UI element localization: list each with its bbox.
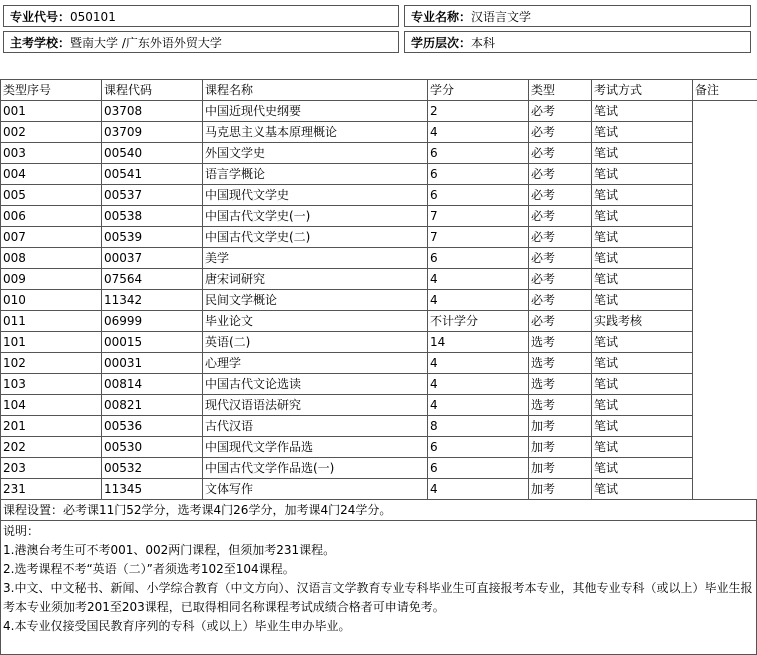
school-label: 主考学校： bbox=[10, 36, 70, 50]
course-type: 必考 bbox=[529, 248, 592, 269]
course-type-no: 006 bbox=[1, 206, 102, 227]
exam-method: 笔试 bbox=[592, 248, 693, 269]
course-type: 选考 bbox=[529, 332, 592, 353]
course-type: 选考 bbox=[529, 395, 592, 416]
course-name: 语言学概论 bbox=[203, 164, 428, 185]
course-code: 07564 bbox=[102, 269, 203, 290]
course-code: 00539 bbox=[102, 227, 203, 248]
course-code: 00821 bbox=[102, 395, 203, 416]
major-name-box bbox=[404, 5, 751, 27]
course-name: 民间文学概论 bbox=[203, 290, 428, 311]
table-row bbox=[1, 479, 757, 500]
exam-method: 实践考核 bbox=[592, 311, 693, 332]
note-line-1: 1.港澳台考生可不考001、002两门课程，但须加考231课程。 bbox=[3, 541, 754, 560]
notes-section bbox=[0, 500, 757, 655]
course-type: 必考 bbox=[529, 164, 592, 185]
course-type-no: 002 bbox=[1, 122, 102, 143]
course-type: 必考 bbox=[529, 101, 592, 122]
exam-method: 笔试 bbox=[592, 395, 693, 416]
course-type-no: 102 bbox=[1, 353, 102, 374]
course-type: 必考 bbox=[529, 143, 592, 164]
course-credit: 4 bbox=[428, 479, 529, 500]
course-type: 加考 bbox=[529, 458, 592, 479]
table-row bbox=[1, 290, 757, 311]
school-value: 暨南大学 /广东外语外贸大学 bbox=[70, 36, 222, 50]
major-code-value: 050101 bbox=[70, 10, 116, 24]
table-row bbox=[1, 227, 757, 248]
course-code: 00538 bbox=[102, 206, 203, 227]
course-name: 文体写作 bbox=[203, 479, 428, 500]
course-credit: 4 bbox=[428, 122, 529, 143]
course-name: 中国古代文学史(二) bbox=[203, 227, 428, 248]
exam-method: 笔试 bbox=[592, 164, 693, 185]
course-name: 古代汉语 bbox=[203, 416, 428, 437]
course-type: 选考 bbox=[529, 374, 592, 395]
course-name: 毕业论文 bbox=[203, 311, 428, 332]
column-header: 课程名称 bbox=[203, 80, 428, 101]
exam-method: 笔试 bbox=[592, 374, 693, 395]
course-credit: 6 bbox=[428, 185, 529, 206]
course-code: 00537 bbox=[102, 185, 203, 206]
course-type-no: 001 bbox=[1, 101, 102, 122]
course-type-no: 104 bbox=[1, 395, 102, 416]
explanation-block bbox=[0, 521, 757, 655]
course-code: 11342 bbox=[102, 290, 203, 311]
major-code-box bbox=[3, 5, 399, 27]
course-name: 中国近现代史纲要 bbox=[203, 101, 428, 122]
exam-method: 笔试 bbox=[592, 458, 693, 479]
course-code: 00015 bbox=[102, 332, 203, 353]
course-code: 00532 bbox=[102, 458, 203, 479]
course-type-no: 203 bbox=[1, 458, 102, 479]
course-name: 唐宋词研究 bbox=[203, 269, 428, 290]
course-type-no: 103 bbox=[1, 374, 102, 395]
course-name: 马克思主义基本原理概论 bbox=[203, 122, 428, 143]
major-name-label: 专业名称： bbox=[411, 10, 471, 24]
course-credit: 6 bbox=[428, 143, 529, 164]
course-code: 00541 bbox=[102, 164, 203, 185]
course-type-no: 201 bbox=[1, 416, 102, 437]
course-credit: 14 bbox=[428, 332, 529, 353]
course-code: 11345 bbox=[102, 479, 203, 500]
course-type-no: 101 bbox=[1, 332, 102, 353]
table-row bbox=[1, 395, 757, 416]
course-credit: 4 bbox=[428, 395, 529, 416]
course-type-no: 008 bbox=[1, 248, 102, 269]
course-code: 00031 bbox=[102, 353, 203, 374]
course-credit: 7 bbox=[428, 206, 529, 227]
note-line-4: 4.本专业仅接受国民教育序列的专科（或以上）毕业生申办毕业。 bbox=[3, 617, 754, 636]
exam-method: 笔试 bbox=[592, 122, 693, 143]
course-credit: 6 bbox=[428, 248, 529, 269]
exam-method: 笔试 bbox=[592, 437, 693, 458]
course-credit: 7 bbox=[428, 227, 529, 248]
major-name-value: 汉语言文学 bbox=[471, 10, 531, 24]
note-line-3: 3.中文、中文秘书、新闻、小学综合教育（中文方向）、汉语言文学教育专业专科毕业生可直接报考本专业，其他专业专科（或以上）毕业生报考本专业须加考201至203课程，已取得相同名称课程考试成绩合格者可申请免考。 bbox=[3, 579, 754, 617]
course-name: 英语(二) bbox=[203, 332, 428, 353]
course-name: 中国古代文学作品选(一) bbox=[203, 458, 428, 479]
course-code: 00540 bbox=[102, 143, 203, 164]
table-row bbox=[1, 164, 757, 185]
explanation-title: 说明： bbox=[3, 522, 754, 541]
course-type-no: 010 bbox=[1, 290, 102, 311]
course-type-no: 009 bbox=[1, 269, 102, 290]
course-name: 中国古代文学史(一) bbox=[203, 206, 428, 227]
course-type: 必考 bbox=[529, 206, 592, 227]
course-credit: 8 bbox=[428, 416, 529, 437]
course-type-no: 004 bbox=[1, 164, 102, 185]
exam-method: 笔试 bbox=[592, 290, 693, 311]
column-header: 类型 bbox=[529, 80, 592, 101]
major-code-label: 专业代号： bbox=[10, 10, 70, 24]
exam-method: 笔试 bbox=[592, 185, 693, 206]
course-code: 00037 bbox=[102, 248, 203, 269]
course-type-no: 003 bbox=[1, 143, 102, 164]
course-type-no: 007 bbox=[1, 227, 102, 248]
course-type: 加考 bbox=[529, 416, 592, 437]
course-type: 必考 bbox=[529, 290, 592, 311]
course-table bbox=[0, 79, 757, 500]
table-header-row bbox=[1, 80, 757, 101]
course-code: 03709 bbox=[102, 122, 203, 143]
course-credit: 不计学分 bbox=[428, 311, 529, 332]
course-type: 加考 bbox=[529, 437, 592, 458]
table-row bbox=[1, 269, 757, 290]
column-header: 考试方式 bbox=[592, 80, 693, 101]
table-row bbox=[1, 101, 757, 122]
course-name: 现代汉语语法研究 bbox=[203, 395, 428, 416]
table-row bbox=[1, 248, 757, 269]
column-header: 课程代码 bbox=[102, 80, 203, 101]
course-credit: 4 bbox=[428, 269, 529, 290]
table-row bbox=[1, 143, 757, 164]
course-name: 美学 bbox=[203, 248, 428, 269]
table-row bbox=[1, 374, 757, 395]
note-line-2: 2.选考课程不考“英语（二）”者须选考102至104课程。 bbox=[3, 560, 754, 579]
remarks-cell bbox=[693, 101, 757, 500]
course-name: 心理学 bbox=[203, 353, 428, 374]
course-name: 外国文学史 bbox=[203, 143, 428, 164]
course-credit: 6 bbox=[428, 458, 529, 479]
table-row bbox=[1, 437, 757, 458]
course-type: 必考 bbox=[529, 311, 592, 332]
course-type: 必考 bbox=[529, 185, 592, 206]
exam-method: 笔试 bbox=[592, 353, 693, 374]
course-type: 加考 bbox=[529, 479, 592, 500]
exam-method: 笔试 bbox=[592, 416, 693, 437]
course-code: 03708 bbox=[102, 101, 203, 122]
level-box bbox=[404, 31, 751, 53]
exam-method: 笔试 bbox=[592, 227, 693, 248]
course-type-no: 202 bbox=[1, 437, 102, 458]
course-credit: 2 bbox=[428, 101, 529, 122]
course-code: 00536 bbox=[102, 416, 203, 437]
exam-method: 笔试 bbox=[592, 269, 693, 290]
column-header: 学分 bbox=[428, 80, 529, 101]
table-row bbox=[1, 458, 757, 479]
table-row bbox=[1, 353, 757, 374]
course-type: 必考 bbox=[529, 122, 592, 143]
course-code: 00814 bbox=[102, 374, 203, 395]
exam-method: 笔试 bbox=[592, 206, 693, 227]
course-name: 中国古代文论选读 bbox=[203, 374, 428, 395]
course-code: 00530 bbox=[102, 437, 203, 458]
course-type-no: 011 bbox=[1, 311, 102, 332]
table-row bbox=[1, 122, 757, 143]
course-credit: 4 bbox=[428, 374, 529, 395]
exam-method: 笔试 bbox=[592, 479, 693, 500]
level-label: 学历层次： bbox=[411, 36, 471, 50]
course-credit: 6 bbox=[428, 437, 529, 458]
school-box bbox=[3, 31, 399, 53]
course-credit: 6 bbox=[428, 164, 529, 185]
table-row bbox=[1, 332, 757, 353]
column-header: 类型序号 bbox=[1, 80, 102, 101]
column-header: 备注 bbox=[693, 80, 757, 101]
course-type-no: 005 bbox=[1, 185, 102, 206]
exam-method: 笔试 bbox=[592, 332, 693, 353]
course-name: 中国现代文学作品选 bbox=[203, 437, 428, 458]
course-type: 选考 bbox=[529, 353, 592, 374]
course-type: 必考 bbox=[529, 227, 592, 248]
table-row bbox=[1, 185, 757, 206]
table-row bbox=[1, 206, 757, 227]
course-credit: 4 bbox=[428, 353, 529, 374]
course-name: 中国现代文学史 bbox=[203, 185, 428, 206]
course-type: 必考 bbox=[529, 269, 592, 290]
course-type-no: 231 bbox=[1, 479, 102, 500]
level-value: 本科 bbox=[471, 36, 495, 50]
table-row bbox=[1, 311, 757, 332]
course-setting: 课程设置：必考课11门52学分，选考课4门26学分，加考课4门24学分。 bbox=[0, 500, 757, 521]
course-code: 06999 bbox=[102, 311, 203, 332]
course-credit: 4 bbox=[428, 290, 529, 311]
exam-method: 笔试 bbox=[592, 143, 693, 164]
exam-method: 笔试 bbox=[592, 101, 693, 122]
table-row bbox=[1, 416, 757, 437]
